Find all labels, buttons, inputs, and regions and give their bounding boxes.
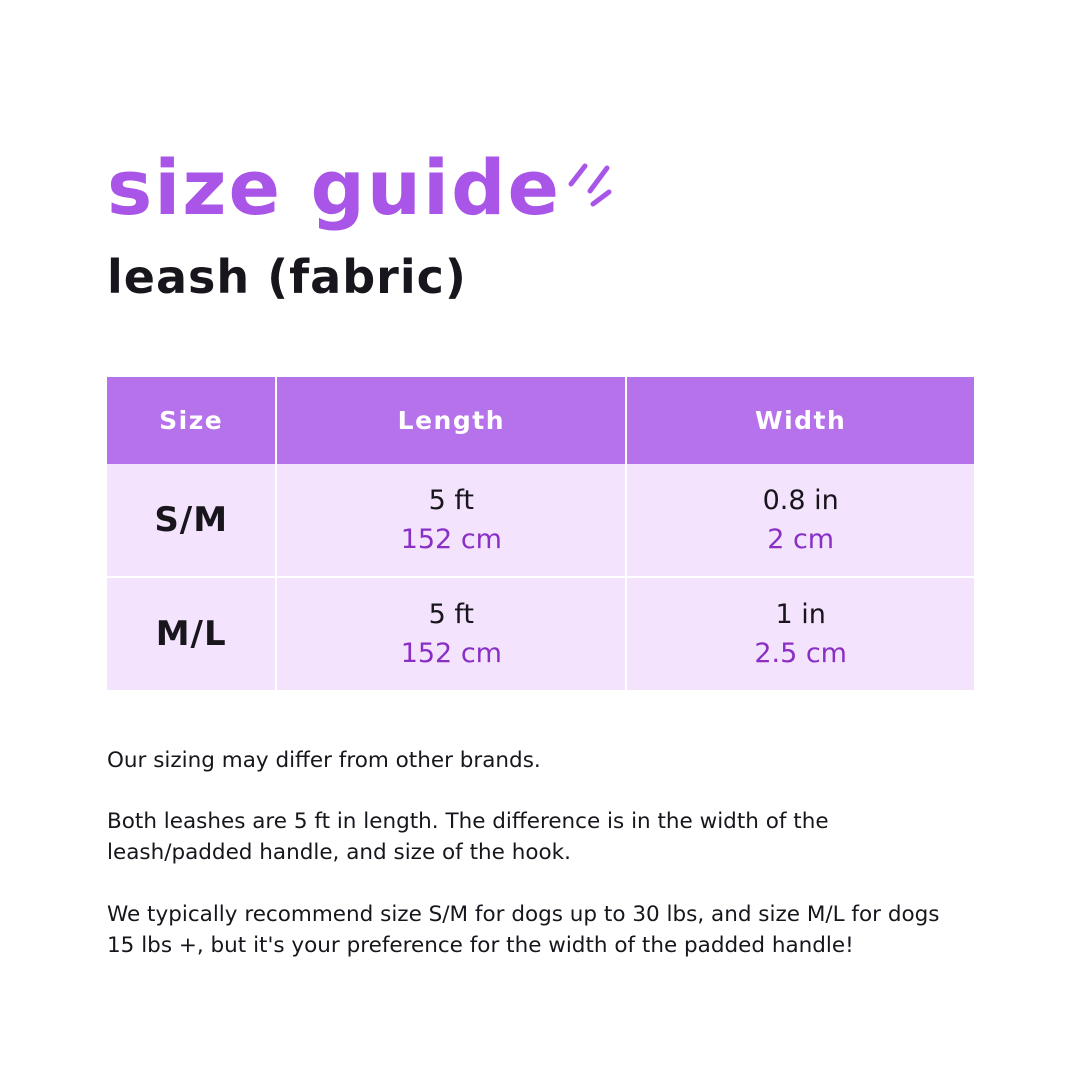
column-header-length: Length (277, 377, 627, 464)
table-body (107, 464, 974, 690)
cell-length (277, 578, 627, 690)
sparkle-icon (563, 154, 623, 214)
cell-width (627, 578, 974, 690)
heading-block (107, 143, 987, 304)
table-header-row (107, 377, 974, 464)
title-row (107, 143, 987, 232)
note-paragraph: Our sizing may differ from other brands. (107, 748, 541, 773)
page-title: size guide (107, 143, 562, 232)
cell-width-metric: 2 cm (767, 524, 835, 555)
cell-length-imperial: 5 ft (428, 598, 475, 630)
table-row (107, 464, 974, 578)
cell-width (627, 464, 974, 578)
cell-size: S/M (107, 464, 277, 578)
column-header-size: Size (107, 377, 277, 464)
cell-width-metric: 2.5 cm (754, 638, 847, 669)
table-row (107, 578, 974, 690)
cell-size: M/L (107, 578, 277, 690)
cell-length-metric: 152 cm (400, 638, 502, 669)
cell-length (277, 464, 627, 578)
size-table (107, 377, 974, 690)
note-paragraph: Both leashes are 5 ft in length. The difference is in the width of the leash/padded handle, and size of the hook. (107, 809, 829, 866)
note-paragraph: We typically recommend size S/M for dogs up to 30 lbs, and size M/L for dogs 15 lbs +, but it's your preference for the width of the padded handle! (107, 901, 940, 958)
cell-length-metric: 152 cm (400, 524, 502, 555)
cell-width-imperial: 1 in (775, 598, 826, 630)
notes-block (107, 745, 967, 961)
cell-length-imperial: 5 ft (428, 484, 475, 516)
table-header (107, 377, 974, 464)
column-header-width: Width (627, 377, 974, 464)
page-subtitle: leash (fabric) (107, 250, 467, 304)
cell-width-imperial: 0.8 in (762, 484, 839, 516)
